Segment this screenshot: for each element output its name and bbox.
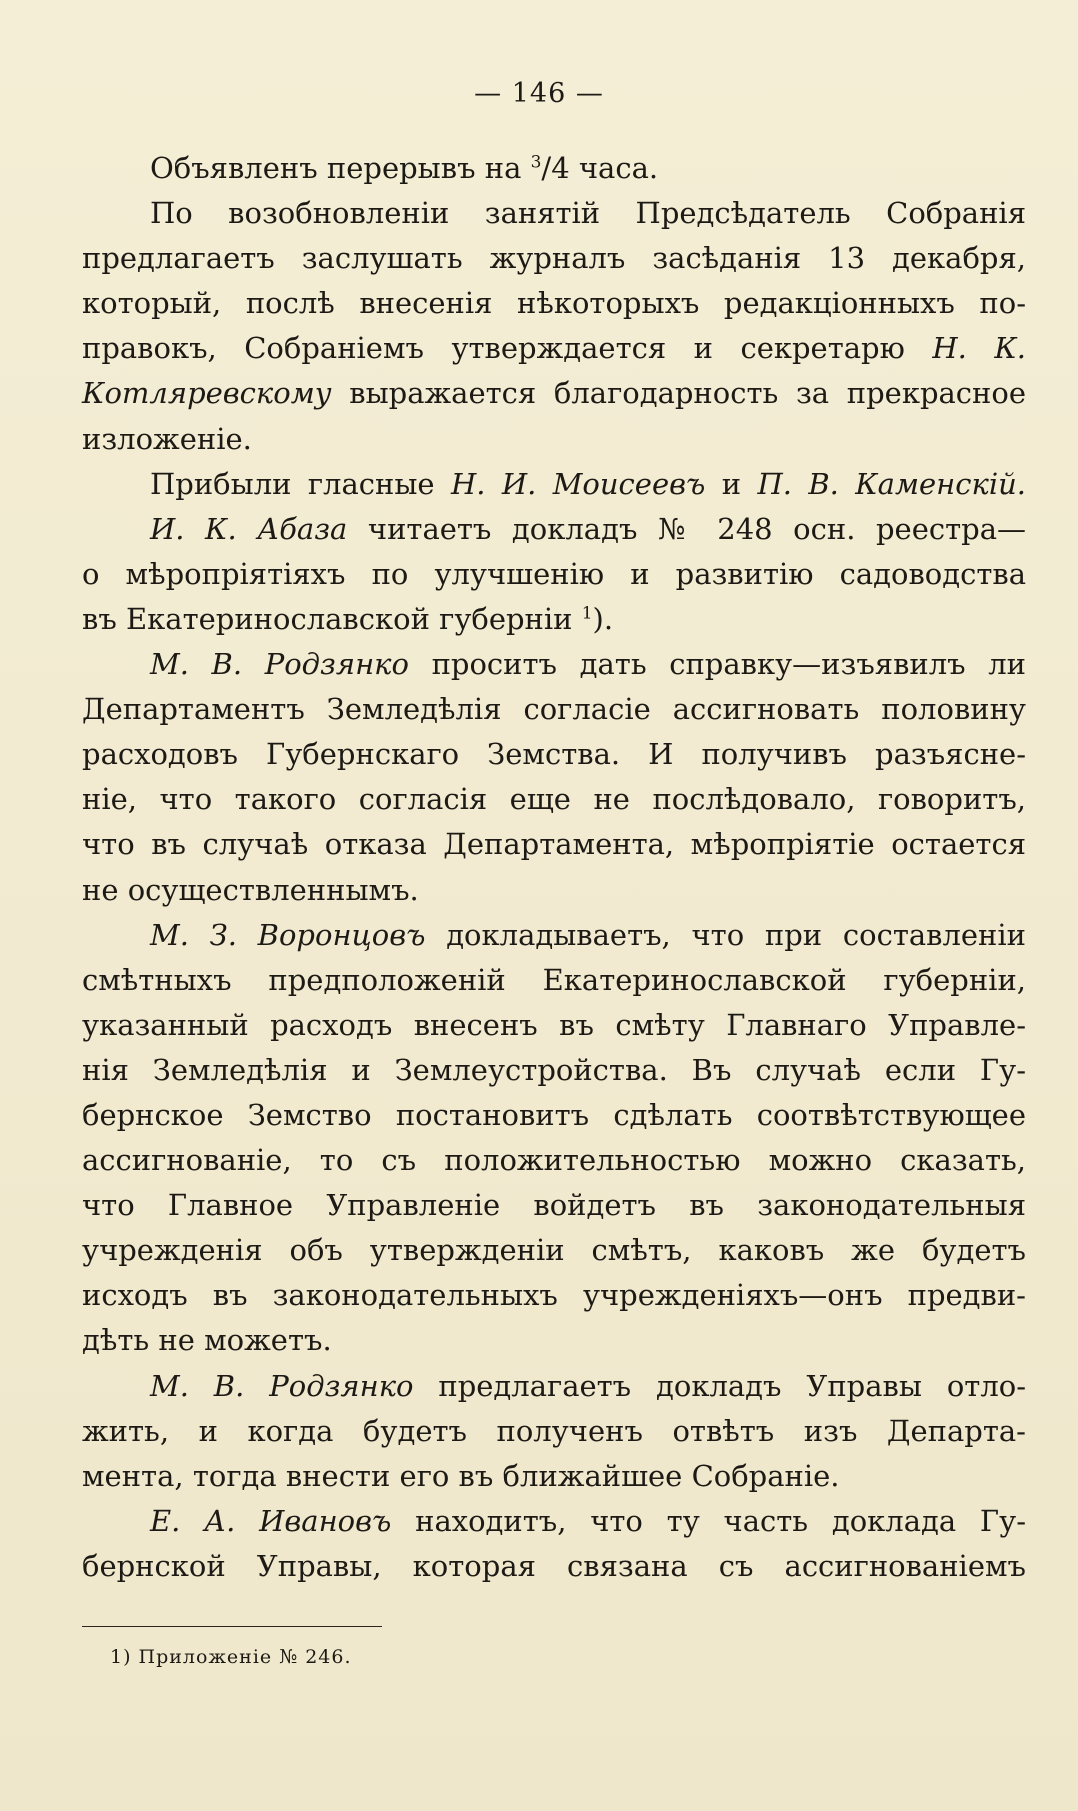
text-run: изложеніе. [82, 421, 252, 456]
text-line [82, 326, 1026, 371]
text-line [82, 1138, 1026, 1183]
text-run: находитъ, что ту часть доклада Гу- [391, 1503, 1026, 1538]
superscript: 1 [581, 603, 593, 624]
person-name: И. К. Абаза [150, 511, 348, 546]
text-line [82, 687, 1026, 732]
text-line [82, 732, 1026, 777]
text-run: учрежденія объ утвержденіи смѣтъ, каковъ же будетъ [82, 1233, 1026, 1268]
text-line [82, 777, 1026, 822]
text-run: который, послѣ внесенія нѣкоторыхъ редакціонныхъ по- [82, 286, 1026, 321]
text-run: о мѣропріятіяхъ по улучшенію и развитію садоводства [82, 556, 1026, 591]
text-line [82, 462, 1026, 507]
text-run: предлагаетъ докладъ Управы отло- [413, 1368, 1026, 1403]
text-run: докладываетъ, что при составленіи [425, 917, 1026, 952]
text-run: Прибыли гласные [150, 466, 451, 501]
text-run: Объявленъ перерывъ на [150, 151, 531, 185]
text-run: смѣтныхъ предположеній Екатеринославской губерніи, [82, 962, 1026, 997]
text-line [82, 1454, 1026, 1499]
text-run: бернское Земство постановитъ сдѣлать соотвѣтствующее [82, 1097, 1026, 1132]
text-run: Департаментъ Земледѣлія согласіе ассигновать половину [82, 692, 1026, 727]
text-run: жить, и когда будетъ полученъ отвѣтъ изъ Департа- [82, 1413, 1026, 1448]
text-run: дѣть не можетъ. [82, 1323, 332, 1358]
text-run: мента, тогда внести его въ ближайшее Собраніе. [82, 1458, 840, 1493]
text-run: нія Земледѣлія и Землеустройства. Въ случаѣ если Гу- [82, 1052, 1026, 1087]
text-run: /4 часа. [541, 151, 659, 185]
body-text [82, 146, 1026, 1589]
footnote-divider [82, 1626, 382, 1627]
text-run: ассигнованіе, то съ положительностью можно сказать, [82, 1143, 1026, 1178]
text-line [82, 913, 1026, 958]
text-line [82, 1544, 1026, 1589]
text-line [82, 507, 1026, 552]
text-run: что въ случаѣ отказа Департамента, мѣропріятіе остается [82, 827, 1026, 862]
text-run: читаетъ докладъ № 248 осн. реестра— [347, 511, 1026, 546]
text-line [82, 1273, 1026, 1318]
text-run: предлагаетъ заслушать журналъ засѣданія 13 декабря, [82, 241, 1026, 276]
text-line [82, 1499, 1026, 1544]
person-name: П. В. Каменскій. [757, 466, 1027, 501]
text-run: выражается благодарность за прекрасное [331, 376, 1026, 411]
text-line [82, 1183, 1026, 1228]
person-name: М. В. Родзянко [150, 647, 409, 682]
text-line [82, 236, 1026, 281]
text-line [82, 371, 1026, 416]
text-run: не осуществленнымъ. [82, 872, 419, 907]
text-line [82, 281, 1026, 326]
text-run: ). [592, 601, 614, 636]
text-run: и [705, 466, 758, 501]
text-line [82, 417, 1026, 462]
text-line [82, 642, 1026, 687]
person-name: Н. И. Моисеевъ [450, 466, 706, 501]
page-number: — 146 — [474, 78, 604, 109]
person-name: Е. А. Ивановъ [150, 1503, 392, 1538]
text-run: указанный расходъ внесенъ въ смѣту Главнаго Управле- [82, 1007, 1026, 1042]
text-run: бернской Управы, которая связана съ ассигнованіемъ [82, 1548, 1026, 1583]
text-line [82, 191, 1026, 236]
text-line [82, 958, 1026, 1003]
text-run: По возобновленіи занятій Предсѣдатель Собранія [150, 196, 1026, 231]
text-run: что Главное Управленіе войдетъ въ законодательныя [82, 1188, 1026, 1223]
text-run: правокъ, Собраніемъ утверждается и секретарю [82, 331, 933, 366]
text-line [82, 1409, 1026, 1454]
text-line [82, 146, 1026, 191]
text-line [82, 822, 1026, 867]
text-run: проситъ дать справку—изъявилъ ли [408, 647, 1026, 682]
footnote: 1) Приложеніе № 246. [110, 1646, 352, 1668]
text-line [82, 1093, 1026, 1138]
person-name: Котляревскому [82, 376, 332, 411]
text-run: ніе, что такого согласія еще не послѣдовало, говоритъ, [82, 782, 1026, 817]
text-run: въ Екатеринославской губерніи [82, 601, 582, 636]
person-name: М. В. Родзянко [150, 1368, 414, 1403]
superscript: 3 [530, 152, 542, 173]
text-line [82, 1364, 1026, 1409]
text-line [82, 1228, 1026, 1273]
text-line [82, 1318, 1026, 1363]
text-line [82, 1048, 1026, 1093]
person-name: Н. К. [932, 331, 1026, 366]
text-line [82, 552, 1026, 597]
text-run: исходъ въ законодательныхъ учрежденіяхъ—онъ предви- [82, 1278, 1026, 1313]
text-line [82, 868, 1026, 913]
person-name: М. З. Воронцовъ [150, 917, 426, 952]
text-line [82, 597, 1026, 642]
text-run: расходовъ Губернскаго Земства. И получивъ разъясне- [82, 737, 1026, 772]
text-line [82, 1003, 1026, 1048]
